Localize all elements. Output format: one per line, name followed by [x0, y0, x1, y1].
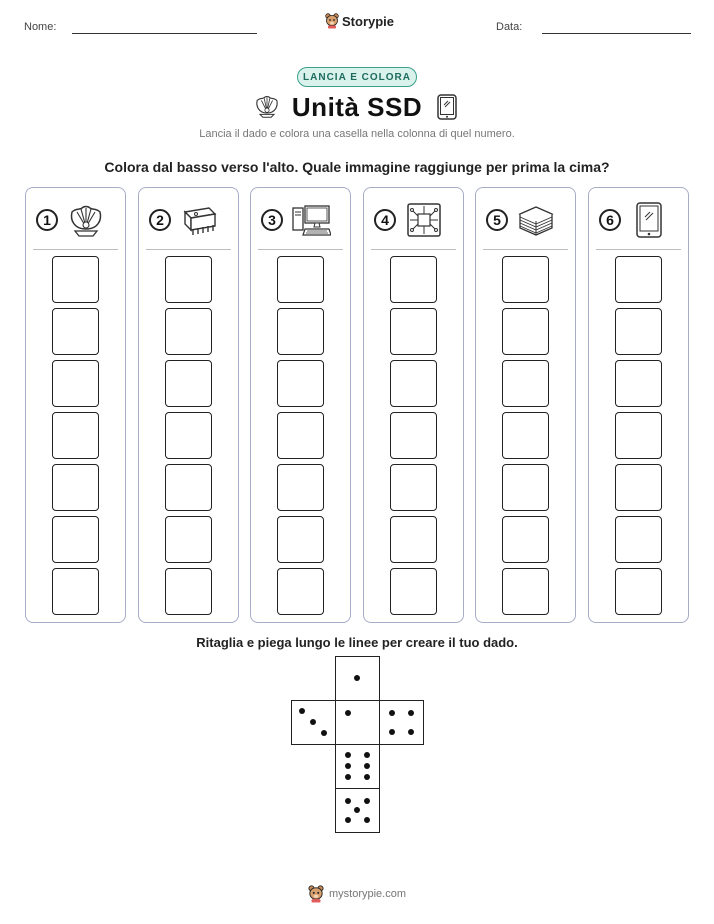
- pip: [345, 798, 351, 804]
- pip: [364, 763, 370, 769]
- color-cell[interactable]: [390, 360, 437, 407]
- color-cell[interactable]: [165, 568, 212, 615]
- column-2: [138, 187, 239, 623]
- color-cell[interactable]: [502, 308, 549, 355]
- color-cell[interactable]: [52, 360, 99, 407]
- activity-badge: LANCIA E COLORA: [297, 67, 417, 87]
- color-cell[interactable]: [615, 308, 662, 355]
- bear-mascot-icon: [325, 13, 339, 29]
- die-face-5: [335, 788, 380, 833]
- color-cell[interactable]: [277, 360, 324, 407]
- column-divider: [371, 249, 456, 250]
- column-number: 2: [149, 209, 171, 231]
- color-cell[interactable]: [165, 308, 212, 355]
- column-number: 3: [261, 209, 283, 231]
- color-cell[interactable]: [390, 516, 437, 563]
- column-6: [588, 187, 689, 623]
- color-cell[interactable]: [390, 412, 437, 459]
- pip: [408, 710, 414, 716]
- pip: [354, 675, 360, 681]
- pip: [364, 817, 370, 823]
- column-divider: [483, 249, 568, 250]
- column-1: [25, 187, 126, 623]
- color-cell[interactable]: [165, 516, 212, 563]
- pip: [364, 798, 370, 804]
- bear-mascot-icon: [308, 885, 324, 903]
- pip: [345, 817, 351, 823]
- pip: [364, 752, 370, 758]
- pip: [299, 708, 305, 714]
- column-5: [475, 187, 576, 623]
- pip: [310, 719, 316, 725]
- column-number: 6: [599, 209, 621, 231]
- page-title: Unità SSD: [291, 92, 423, 122]
- color-cell[interactable]: [165, 256, 212, 303]
- color-cell[interactable]: [615, 412, 662, 459]
- pip: [389, 729, 395, 735]
- color-cell[interactable]: [615, 568, 662, 615]
- column-3: [250, 187, 351, 623]
- pip: [364, 774, 370, 780]
- column-divider: [258, 249, 343, 250]
- color-cell[interactable]: [277, 308, 324, 355]
- color-cell[interactable]: [502, 256, 549, 303]
- color-cell[interactable]: [502, 464, 549, 511]
- color-cell[interactable]: [277, 568, 324, 615]
- die-face-1: [335, 656, 380, 701]
- pip: [389, 710, 395, 716]
- pip: [345, 774, 351, 780]
- color-cell[interactable]: [165, 412, 212, 459]
- date-label: Data:: [496, 21, 523, 33]
- column-number: 4: [374, 209, 396, 231]
- color-cell[interactable]: [615, 360, 662, 407]
- color-cell[interactable]: [52, 412, 99, 459]
- color-cell[interactable]: [165, 464, 212, 511]
- color-cell[interactable]: [165, 360, 212, 407]
- microchip-icon: [179, 202, 219, 238]
- tablet-icon: [629, 202, 669, 238]
- circuit-board-icon: [404, 202, 444, 238]
- die-face-3: [291, 700, 336, 745]
- date-line: [542, 33, 691, 34]
- die-face-1: [335, 700, 380, 745]
- color-cell[interactable]: [615, 516, 662, 563]
- pip: [345, 752, 351, 758]
- subtitle: Lancia il dado e colora una casella nella colonna di quel numero.: [199, 128, 515, 140]
- stacked-disks-icon: [516, 202, 556, 238]
- color-cell[interactable]: [390, 464, 437, 511]
- color-cell[interactable]: [52, 464, 99, 511]
- color-cell[interactable]: [502, 568, 549, 615]
- die-instruction: Ritaglia e piega lungo le linee per creare il tuo dado.: [196, 635, 518, 650]
- name-line: [72, 33, 257, 34]
- column-divider: [596, 249, 681, 250]
- color-cell[interactable]: [390, 568, 437, 615]
- die-face-4: [379, 700, 424, 745]
- color-cell[interactable]: [615, 464, 662, 511]
- instruction: Colora dal basso verso l'alto. Quale immagine raggiunge per prima la cima?: [104, 159, 610, 175]
- color-cell[interactable]: [277, 256, 324, 303]
- color-cell[interactable]: [277, 464, 324, 511]
- color-cell[interactable]: [52, 308, 99, 355]
- color-cell[interactable]: [502, 412, 549, 459]
- footer: [308, 885, 406, 903]
- color-cell[interactable]: [390, 308, 437, 355]
- pip: [354, 807, 360, 813]
- brand-name: Storypie: [342, 13, 395, 29]
- name-label: Nome:: [24, 21, 57, 33]
- color-cell[interactable]: [502, 360, 549, 407]
- footer-url[interactable]: mystorypie.com: [329, 888, 407, 900]
- column-number: 1: [36, 209, 58, 231]
- pip: [345, 710, 351, 716]
- color-cell[interactable]: [390, 256, 437, 303]
- clam-shell-icon: [66, 202, 106, 238]
- column-number: 5: [486, 209, 508, 231]
- color-cell[interactable]: [277, 516, 324, 563]
- color-cell[interactable]: [277, 412, 324, 459]
- pip: [408, 729, 414, 735]
- tablet-icon: [436, 94, 458, 120]
- column-divider: [146, 249, 231, 250]
- column-4: [363, 187, 464, 623]
- brand-logo: [325, 13, 394, 29]
- color-cell[interactable]: [52, 256, 99, 303]
- color-cell[interactable]: [52, 568, 99, 615]
- color-cell[interactable]: [502, 516, 549, 563]
- pip: [345, 763, 351, 769]
- die-face-6: [335, 744, 380, 789]
- desktop-computer-icon: [291, 202, 331, 238]
- color-cell[interactable]: [52, 516, 99, 563]
- color-cell[interactable]: [615, 256, 662, 303]
- pip: [321, 730, 327, 736]
- column-divider: [33, 249, 118, 250]
